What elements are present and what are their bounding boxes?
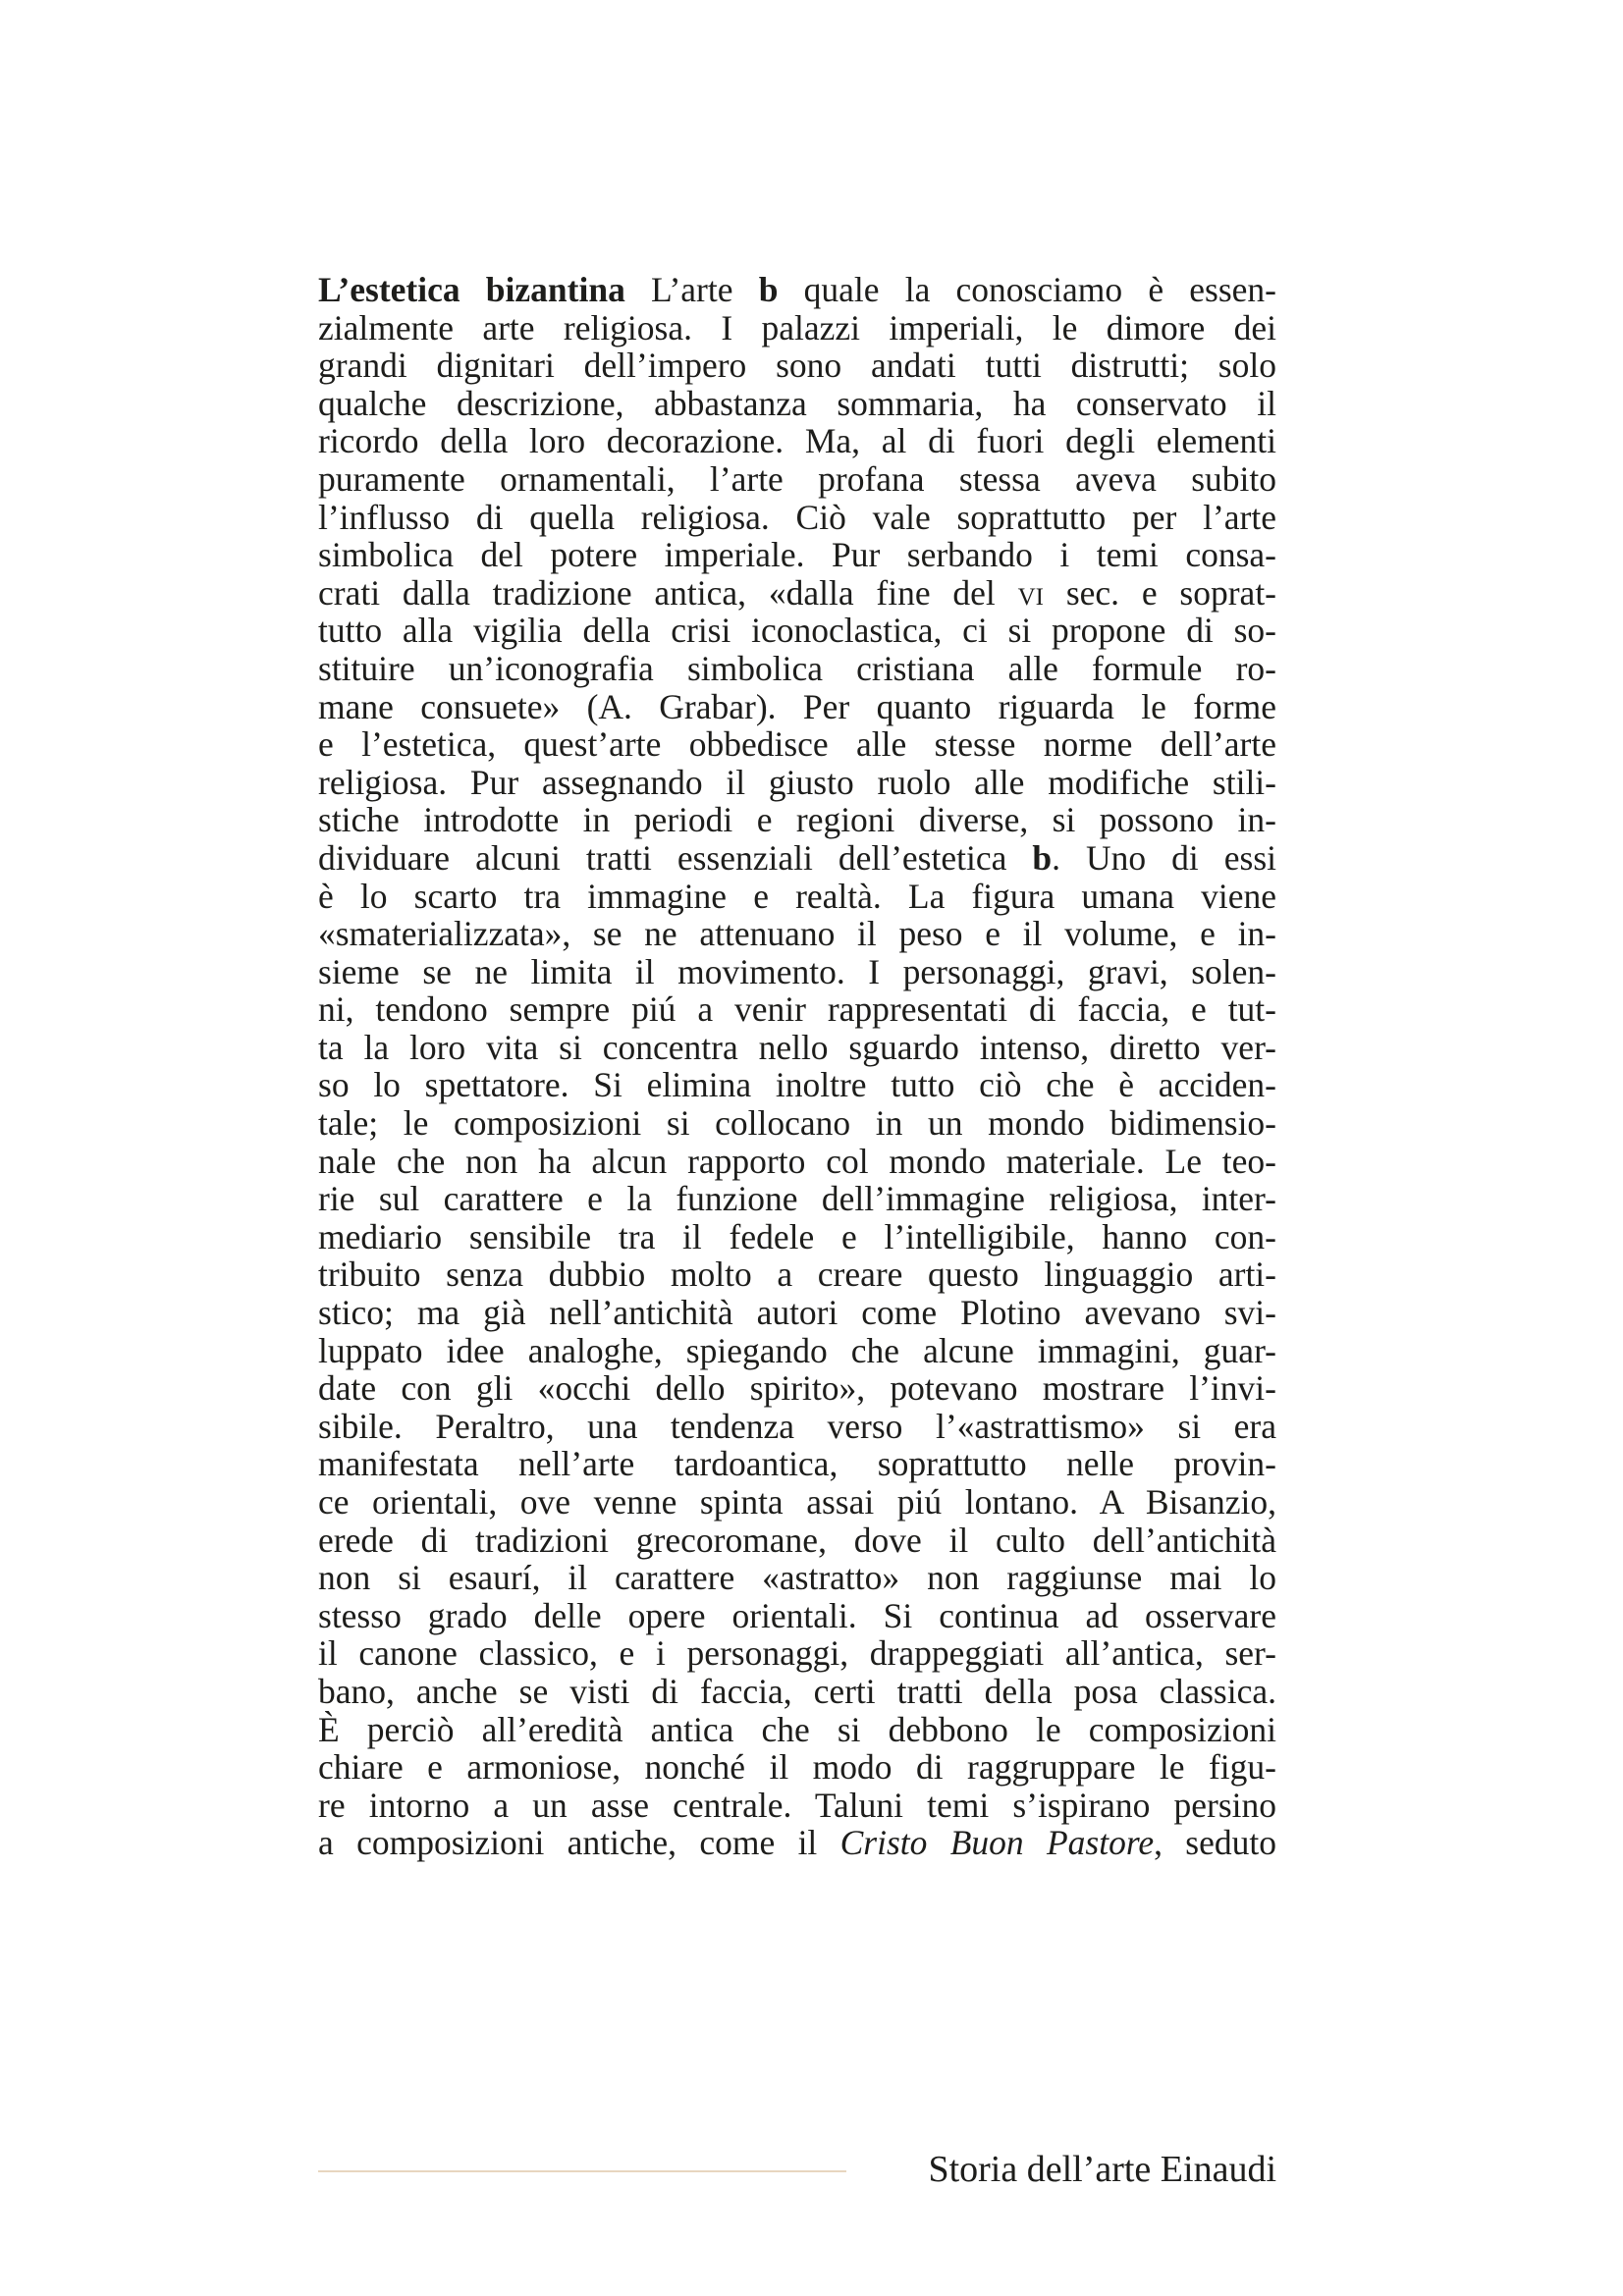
text-line (318, 1483, 1276, 1522)
text-run: sieme se ne limita il movimento. I personaggi, gravi, solen- (318, 951, 1276, 991)
text-run: tutto alla vigilia della crisi iconoclastica, ci si propone di so- (318, 611, 1276, 651)
text-run: dividuare alcuni tratti essenziali dell’estetica (318, 837, 1033, 878)
text-run: religiosa. Pur assegnando il giusto ruolo alle modifiche stili- (318, 762, 1276, 802)
text-line (318, 612, 1276, 650)
text-run: erede di tradizioni grecoromane, dove il culto dell’antichità (318, 1520, 1276, 1560)
text-run: nale che non ha alcun rapporto col mondo materiale. Le teo- (318, 1141, 1276, 1181)
text-run: ni, tendono sempre piú a venir rappresentati di faccia, e tut- (318, 989, 1276, 1030)
text-line (318, 1748, 1276, 1787)
text-run: quale la conosciamo è essen- (778, 270, 1276, 309)
text-line (318, 650, 1276, 688)
text-run: il canone classico, e i personaggi, drappeggiati all’antica, ser- (318, 1633, 1276, 1674)
text-run: crati dalla tradizione antica, «dalla fine del (318, 572, 1018, 613)
text-run: non si esaurí, il carattere «astratto» non raggiunse mai lo (318, 1558, 1276, 1598)
text-run: . Uno di essi (1052, 837, 1277, 878)
text-run: ricordo della loro decorazione. Ma, al di fuori degli elementi (318, 421, 1276, 461)
text-line (318, 1218, 1276, 1256)
text-line (318, 1673, 1276, 1711)
bold-text: b (758, 270, 779, 309)
text-line (318, 385, 1276, 423)
text-line (318, 1029, 1276, 1067)
text-run: È perciò all’eredità antica che si debbono le composizioni (318, 1709, 1276, 1749)
text-run: stico; ma già nell’antichità autori come Plotino avevano svi- (318, 1293, 1276, 1333)
text-line (318, 1369, 1276, 1408)
text-line (318, 990, 1276, 1029)
text-line (318, 1445, 1276, 1483)
text-line (318, 953, 1276, 991)
text-run: manifestata nell’arte tardoantica, soprattutto nelle provin- (318, 1444, 1276, 1484)
text-line (318, 688, 1276, 726)
text-run: simbolica del potere imperiale. Pur serbando i temi consa- (318, 535, 1276, 575)
text-run: L’arte (624, 270, 759, 309)
text-line (318, 801, 1276, 839)
text-line (318, 764, 1276, 802)
text-run: luppato idee analoghe, spiegando che alcune immagini, guar- (318, 1330, 1276, 1370)
text-run: «smaterializzata», se ne attenuano il peso e il volume, e in- (318, 914, 1276, 954)
text-line (318, 460, 1276, 499)
text-run: mediario sensibile tra il fedele e l’intelligibile, hanno con- (318, 1216, 1276, 1256)
italic-title: Cristo Buon Pastore (839, 1823, 1155, 1863)
text-run: ta la loro vita si concentra nello sguardo intenso, diretto ver- (318, 1027, 1276, 1067)
text-run: stesso grado delle opere orientali. Si continua ad osservare (318, 1595, 1276, 1635)
text-line (318, 1180, 1276, 1218)
text-line (318, 1408, 1276, 1446)
text-run: tribuito senza dubbio molto a creare questo linguaggio arti- (318, 1255, 1276, 1295)
text-line (318, 1559, 1276, 1597)
text-line (318, 839, 1276, 878)
text-line (318, 1597, 1276, 1635)
text-run: a composizioni antiche, come il (318, 1823, 840, 1863)
text-run: puramente ornamentali, l’arte profana stessa aveva subito (318, 458, 1276, 499)
roman-numeral: vi (1017, 572, 1045, 613)
text-line (318, 309, 1276, 347)
body-text (318, 271, 1276, 1862)
text-line (318, 1634, 1276, 1673)
text-line (318, 499, 1276, 537)
text-run: tale; le composizioni si collocano in un mondo bidimensio- (318, 1103, 1276, 1144)
text-line (318, 878, 1276, 916)
text-run: sec. e soprat- (1044, 572, 1277, 613)
text-line (318, 1255, 1276, 1294)
text-run: , seduto (1154, 1823, 1276, 1863)
text-line (318, 536, 1276, 574)
text-run: stiche introdotte in periodi e regioni diverse, si possono in- (318, 800, 1276, 840)
text-run: è lo scarto tra immagine e realtà. La figura umana viene (318, 876, 1276, 916)
text-line (318, 1066, 1276, 1104)
text-line (318, 347, 1276, 385)
text-line (318, 1104, 1276, 1143)
text-line (318, 574, 1276, 613)
footer-rule (318, 2170, 846, 2172)
footer-title: Storia dell’arte Einaudi (928, 2149, 1276, 2190)
text-run: grandi dignitari dell’impero sono andati tutti distrutti; solo (318, 346, 1276, 386)
text-line (318, 1711, 1276, 1749)
text-line (318, 1332, 1276, 1370)
text-run: ce orientali, ove venne spinta assai piú lontano. A Bisanzio, (318, 1482, 1276, 1522)
text-run: date con gli «occhi dello spirito», potevano mostrare l’invi- (318, 1368, 1276, 1409)
text-line (318, 725, 1276, 764)
text-run: bano, anche se visti di faccia, certi tratti della posa classica. (318, 1671, 1276, 1711)
text-line (318, 271, 1276, 309)
text-line (318, 422, 1276, 460)
text-run: so lo spettatore. Si elimina inoltre tutto ciò che è acciden- (318, 1065, 1276, 1105)
text-run: l’influsso di quella religiosa. Ciò vale soprattutto per l’arte (318, 497, 1276, 537)
text-run: zialmente arte religiosa. I palazzi imperiali, le dimore dei (318, 307, 1276, 347)
bold-text: b (1032, 837, 1053, 878)
text-line (318, 1294, 1276, 1332)
text-run: sibile. Peraltro, una tendenza verso l’«astrattismo» si era (318, 1406, 1276, 1446)
text-run: re intorno a un asse centrale. Taluni temi s’ispirano persino (318, 1785, 1276, 1825)
text-line (318, 1143, 1276, 1181)
bold-text: L’estetica bizantina (318, 270, 625, 309)
text-line (318, 915, 1276, 953)
text-run: stituire un’iconografia simbolica cristiana alle formule ro- (318, 648, 1276, 688)
text-run: mane consuete» (A. Grabar). Per quanto riguarda le forme (318, 686, 1276, 726)
text-line (318, 1787, 1276, 1825)
text-run: rie sul carattere e la funzione dell’immagine religiosa, inter- (318, 1179, 1276, 1219)
text-run: qualche descrizione, abbastanza sommaria, ha conservato il (318, 383, 1276, 423)
text-line (318, 1824, 1276, 1862)
text-line (318, 1522, 1276, 1560)
text-run: e l’estetica, quest’arte obbedisce alle stesse norme dell’arte (318, 724, 1276, 765)
text-run: chiare e armoniose, nonché il modo di raggruppare le figu- (318, 1747, 1276, 1788)
